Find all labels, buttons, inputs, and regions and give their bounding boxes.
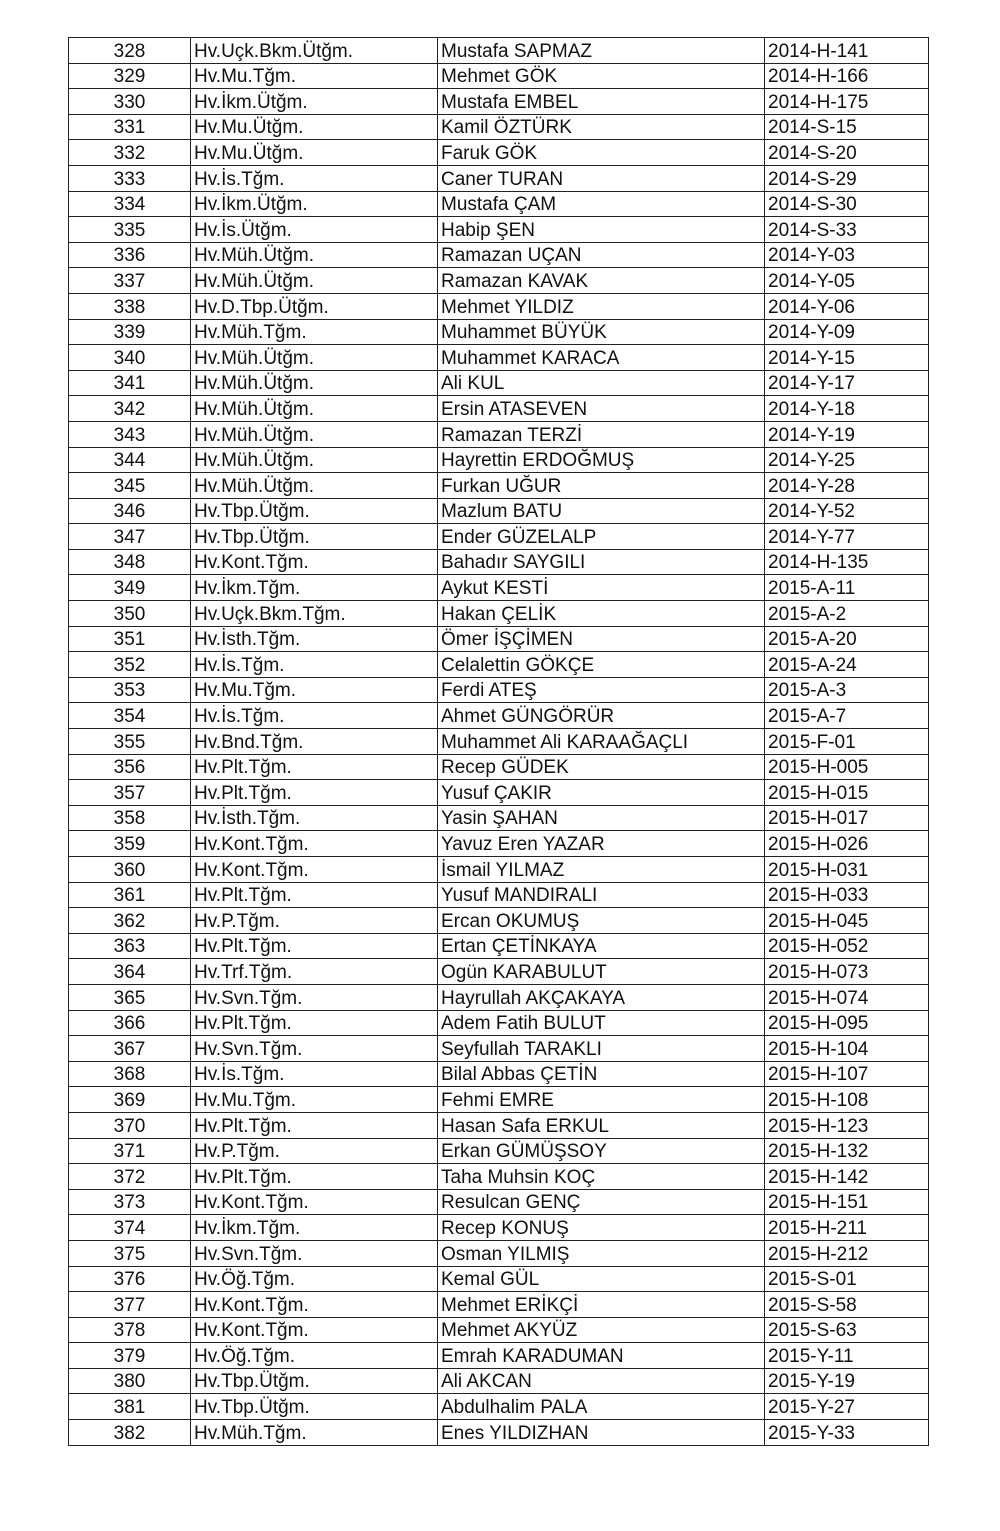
full-name-cell: Kemal GÜL (438, 1266, 765, 1292)
row-number-cell: 369 (69, 1087, 191, 1113)
registry-code-cell: 2015-S-58 (765, 1292, 929, 1318)
registry-code-cell: 2015-F-01 (765, 729, 929, 755)
table-row (69, 549, 929, 575)
registry-code-cell: 2014-Y-18 (765, 396, 929, 422)
registry-code-cell: 2014-Y-15 (765, 345, 929, 371)
row-number-cell: 357 (69, 780, 191, 806)
full-name-cell: Enes YILDIZHAN (438, 1420, 765, 1446)
table-row (69, 831, 929, 857)
table-row (69, 1036, 929, 1062)
row-number-cell: 346 (69, 498, 191, 524)
rank-cell: Hv.İkm.Ütğm. (191, 89, 438, 115)
full-name-cell: Mehmet GÖK (438, 63, 765, 89)
rank-cell: Hv.Mu.Ütğm. (191, 140, 438, 166)
registry-code-cell: 2015-H-211 (765, 1215, 929, 1241)
full-name-cell: Osman YILMIŞ (438, 1240, 765, 1266)
full-name-cell: Bahadır SAYGILI (438, 549, 765, 575)
row-number-cell: 381 (69, 1394, 191, 1420)
table-row (69, 1061, 929, 1087)
rank-cell: Hv.P.Tğm. (191, 1138, 438, 1164)
rank-cell: Hv.İkm.Ütğm. (191, 191, 438, 217)
full-name-cell: Recep KONUŞ (438, 1215, 765, 1241)
rank-cell: Hv.Tbp.Ütğm. (191, 498, 438, 524)
row-number-cell: 367 (69, 1036, 191, 1062)
registry-code-cell: 2014-Y-17 (765, 370, 929, 396)
table-row (69, 703, 929, 729)
row-number-cell: 361 (69, 882, 191, 908)
row-number-cell: 341 (69, 370, 191, 396)
table-row (69, 370, 929, 396)
registry-code-cell: 2014-Y-77 (765, 524, 929, 550)
row-number-cell: 356 (69, 754, 191, 780)
table-row (69, 140, 929, 166)
row-number-cell: 354 (69, 703, 191, 729)
full-name-cell: Mehmet ERİKÇİ (438, 1292, 765, 1318)
table-row (69, 1112, 929, 1138)
full-name-cell: Mehmet AKYÜZ (438, 1317, 765, 1343)
full-name-cell: Yavuz Eren YAZAR (438, 831, 765, 857)
rank-cell: Hv.İkm.Tğm. (191, 1215, 438, 1241)
full-name-cell: Ömer İŞÇİMEN (438, 626, 765, 652)
registry-code-cell: 2015-H-107 (765, 1061, 929, 1087)
rank-cell: Hv.Öğ.Tğm. (191, 1266, 438, 1292)
full-name-cell: Ender GÜZELALP (438, 524, 765, 550)
rank-cell: Hv.Trf.Tğm. (191, 959, 438, 985)
full-name-cell: Kamil ÖZTÜRK (438, 114, 765, 140)
registry-code-cell: 2014-S-33 (765, 217, 929, 243)
table-row (69, 857, 929, 883)
table-row (69, 447, 929, 473)
table-row (69, 268, 929, 294)
registry-code-cell: 2014-H-135 (765, 549, 929, 575)
table-row (69, 1164, 929, 1190)
table-row (69, 345, 929, 371)
row-number-cell: 336 (69, 242, 191, 268)
rank-cell: Hv.Müh.Ütğm. (191, 345, 438, 371)
row-number-cell: 353 (69, 677, 191, 703)
rank-cell: Hv.Kont.Tğm. (191, 549, 438, 575)
table-row (69, 165, 929, 191)
rank-cell: Hv.Müh.Ütğm. (191, 268, 438, 294)
table-row (69, 114, 929, 140)
row-number-cell: 360 (69, 857, 191, 883)
row-number-cell: 362 (69, 908, 191, 934)
table-row (69, 677, 929, 703)
full-name-cell: Ramazan TERZİ (438, 421, 765, 447)
registry-code-cell: 2015-H-104 (765, 1036, 929, 1062)
full-name-cell: Caner TURAN (438, 165, 765, 191)
registry-code-cell: 2014-H-141 (765, 38, 929, 64)
registry-code-cell: 2014-S-30 (765, 191, 929, 217)
row-number-cell: 374 (69, 1215, 191, 1241)
table-row (69, 1343, 929, 1369)
personnel-table (68, 37, 929, 1446)
registry-code-cell: 2015-A-24 (765, 652, 929, 678)
full-name-cell: Celalettin GÖKÇE (438, 652, 765, 678)
full-name-cell: Yasin ŞAHAN (438, 805, 765, 831)
row-number-cell: 349 (69, 575, 191, 601)
rank-cell: Hv.Müh.Ütğm. (191, 447, 438, 473)
registry-code-cell: 2015-A-3 (765, 677, 929, 703)
registry-code-cell: 2015-Y-33 (765, 1420, 929, 1446)
rank-cell: Hv.İs.Tğm. (191, 703, 438, 729)
table-row (69, 396, 929, 422)
rank-cell: Hv.Tbp.Ütğm. (191, 1394, 438, 1420)
row-number-cell: 363 (69, 933, 191, 959)
table-row (69, 473, 929, 499)
row-number-cell: 382 (69, 1420, 191, 1446)
row-number-cell: 370 (69, 1112, 191, 1138)
table-row (69, 959, 929, 985)
rank-cell: Hv.Müh.Ütğm. (191, 370, 438, 396)
registry-code-cell: 2015-H-132 (765, 1138, 929, 1164)
table-row (69, 1087, 929, 1113)
table-row (69, 754, 929, 780)
row-number-cell: 372 (69, 1164, 191, 1190)
registry-code-cell: 2015-H-142 (765, 1164, 929, 1190)
full-name-cell: Erkan GÜMÜŞSOY (438, 1138, 765, 1164)
row-number-cell: 359 (69, 831, 191, 857)
rank-cell: Hv.İsth.Tğm. (191, 805, 438, 831)
row-number-cell: 350 (69, 601, 191, 627)
registry-code-cell: 2014-Y-28 (765, 473, 929, 499)
full-name-cell: Ferdi ATEŞ (438, 677, 765, 703)
registry-code-cell: 2015-H-095 (765, 1010, 929, 1036)
table-row (69, 729, 929, 755)
rank-cell: Hv.Svn.Tğm. (191, 984, 438, 1010)
table-row (69, 882, 929, 908)
full-name-cell: Recep GÜDEK (438, 754, 765, 780)
rank-cell: Hv.İs.Ütğm. (191, 217, 438, 243)
table-row (69, 575, 929, 601)
row-number-cell: 376 (69, 1266, 191, 1292)
full-name-cell: Hayrettin ERDOĞMUŞ (438, 447, 765, 473)
full-name-cell: Mehmet YILDIZ (438, 293, 765, 319)
full-name-cell: Fehmi EMRE (438, 1087, 765, 1113)
registry-code-cell: 2014-S-20 (765, 140, 929, 166)
table-row (69, 933, 929, 959)
table-row (69, 1292, 929, 1318)
registry-code-cell: 2015-H-045 (765, 908, 929, 934)
row-number-cell: 347 (69, 524, 191, 550)
full-name-cell: Habip ŞEN (438, 217, 765, 243)
row-number-cell: 332 (69, 140, 191, 166)
registry-code-cell: 2015-Y-27 (765, 1394, 929, 1420)
table-row (69, 1189, 929, 1215)
rank-cell: Hv.Plt.Tğm. (191, 1010, 438, 1036)
full-name-cell: Hakan ÇELİK (438, 601, 765, 627)
registry-code-cell: 2015-H-212 (765, 1240, 929, 1266)
row-number-cell: 379 (69, 1343, 191, 1369)
full-name-cell: Ertan ÇETİNKAYA (438, 933, 765, 959)
row-number-cell: 358 (69, 805, 191, 831)
table-row (69, 524, 929, 550)
registry-code-cell: 2015-S-63 (765, 1317, 929, 1343)
rank-cell: Hv.Plt.Tğm. (191, 933, 438, 959)
rank-cell: Hv.Kont.Tğm. (191, 831, 438, 857)
registry-code-cell: 2015-H-015 (765, 780, 929, 806)
row-number-cell: 348 (69, 549, 191, 575)
full-name-cell: Mustafa EMBEL (438, 89, 765, 115)
registry-code-cell: 2015-A-7 (765, 703, 929, 729)
rank-cell: Hv.Tbp.Ütğm. (191, 524, 438, 550)
full-name-cell: Aykut KESTİ (438, 575, 765, 601)
table-row (69, 652, 929, 678)
rank-cell: Hv.İsth.Tğm. (191, 626, 438, 652)
rank-cell: Hv.Müh.Ütğm. (191, 473, 438, 499)
table-row (69, 89, 929, 115)
rank-cell: Hv.Plt.Tğm. (191, 882, 438, 908)
rank-cell: Hv.İs.Tğm. (191, 652, 438, 678)
table-body (69, 38, 929, 1446)
row-number-cell: 331 (69, 114, 191, 140)
rank-cell: Hv.Plt.Tğm. (191, 780, 438, 806)
row-number-cell: 375 (69, 1240, 191, 1266)
rank-cell: Hv.Plt.Tğm. (191, 1112, 438, 1138)
registry-code-cell: 2014-S-15 (765, 114, 929, 140)
table-row (69, 242, 929, 268)
row-number-cell: 378 (69, 1317, 191, 1343)
full-name-cell: Ogün KARABULUT (438, 959, 765, 985)
registry-code-cell: 2015-H-073 (765, 959, 929, 985)
rank-cell: Hv.Kont.Tğm. (191, 1317, 438, 1343)
table-row (69, 217, 929, 243)
row-number-cell: 337 (69, 268, 191, 294)
rank-cell: Hv.Mu.Ütğm. (191, 114, 438, 140)
rank-cell: Hv.Plt.Tğm. (191, 754, 438, 780)
rank-cell: Hv.Uçk.Bkm.Ütğm. (191, 38, 438, 64)
row-number-cell: 333 (69, 165, 191, 191)
table-row (69, 984, 929, 1010)
rank-cell: Hv.Svn.Tğm. (191, 1240, 438, 1266)
table-row (69, 1394, 929, 1420)
table-row (69, 1138, 929, 1164)
row-number-cell: 352 (69, 652, 191, 678)
full-name-cell: Abdulhalim PALA (438, 1394, 765, 1420)
full-name-cell: Ercan OKUMUŞ (438, 908, 765, 934)
rank-cell: Hv.Tbp.Ütğm. (191, 1368, 438, 1394)
row-number-cell: 351 (69, 626, 191, 652)
full-name-cell: Hasan Safa ERKUL (438, 1112, 765, 1138)
full-name-cell: İsmail YILMAZ (438, 857, 765, 883)
full-name-cell: Mustafa SAPMAZ (438, 38, 765, 64)
rank-cell: Hv.Kont.Tğm. (191, 1292, 438, 1318)
rank-cell: Hv.Öğ.Tğm. (191, 1343, 438, 1369)
table-row (69, 1215, 929, 1241)
rank-cell: Hv.Kont.Tğm. (191, 1189, 438, 1215)
registry-code-cell: 2015-A-20 (765, 626, 929, 652)
registry-code-cell: 2014-Y-52 (765, 498, 929, 524)
full-name-cell: Ersin ATASEVEN (438, 396, 765, 422)
table-row (69, 908, 929, 934)
row-number-cell: 345 (69, 473, 191, 499)
row-number-cell: 355 (69, 729, 191, 755)
registry-code-cell: 2014-Y-09 (765, 319, 929, 345)
full-name-cell: Resulcan GENÇ (438, 1189, 765, 1215)
registry-code-cell: 2014-S-29 (765, 165, 929, 191)
row-number-cell: 380 (69, 1368, 191, 1394)
full-name-cell: Taha Muhsin KOÇ (438, 1164, 765, 1190)
rank-cell: Hv.Bnd.Tğm. (191, 729, 438, 755)
registry-code-cell: 2014-H-175 (765, 89, 929, 115)
registry-code-cell: 2015-H-005 (765, 754, 929, 780)
rank-cell: Hv.İkm.Tğm. (191, 575, 438, 601)
row-number-cell: 330 (69, 89, 191, 115)
row-number-cell: 339 (69, 319, 191, 345)
full-name-cell: Muhammet BÜYÜK (438, 319, 765, 345)
row-number-cell: 366 (69, 1010, 191, 1036)
rank-cell: Hv.Uçk.Bkm.Tğm. (191, 601, 438, 627)
registry-code-cell: 2015-H-052 (765, 933, 929, 959)
full-name-cell: Yusuf ÇAKIR (438, 780, 765, 806)
rank-cell: Hv.Kont.Tğm. (191, 857, 438, 883)
table-row (69, 63, 929, 89)
registry-code-cell: 2014-Y-19 (765, 421, 929, 447)
table-row (69, 1368, 929, 1394)
full-name-cell: Ramazan UÇAN (438, 242, 765, 268)
row-number-cell: 342 (69, 396, 191, 422)
rank-cell: Hv.Plt.Tğm. (191, 1164, 438, 1190)
registry-code-cell: 2015-Y-11 (765, 1343, 929, 1369)
rank-cell: Hv.Svn.Tğm. (191, 1036, 438, 1062)
row-number-cell: 365 (69, 984, 191, 1010)
full-name-cell: Muhammet Ali KARAAĞAÇLI (438, 729, 765, 755)
rank-cell: Hv.Müh.Ütğm. (191, 396, 438, 422)
registry-code-cell: 2015-H-026 (765, 831, 929, 857)
full-name-cell: Mazlum BATU (438, 498, 765, 524)
table-row (69, 498, 929, 524)
rank-cell: Hv.Müh.Ütğm. (191, 242, 438, 268)
table-row (69, 293, 929, 319)
full-name-cell: Emrah KARADUMAN (438, 1343, 765, 1369)
rank-cell: Hv.İs.Tğm. (191, 165, 438, 191)
full-name-cell: Mustafa ÇAM (438, 191, 765, 217)
full-name-cell: Seyfullah TARAKLI (438, 1036, 765, 1062)
registry-code-cell: 2015-H-074 (765, 984, 929, 1010)
full-name-cell: Adem Fatih BULUT (438, 1010, 765, 1036)
row-number-cell: 368 (69, 1061, 191, 1087)
row-number-cell: 371 (69, 1138, 191, 1164)
rank-cell: Hv.D.Tbp.Ütğm. (191, 293, 438, 319)
full-name-cell: Furkan UĞUR (438, 473, 765, 499)
full-name-cell: Bilal Abbas ÇETİN (438, 1061, 765, 1087)
rank-cell: Hv.Mu.Tğm. (191, 63, 438, 89)
full-name-cell: Yusuf MANDIRALI (438, 882, 765, 908)
table-row (69, 38, 929, 64)
table-row (69, 191, 929, 217)
table-row (69, 805, 929, 831)
table-row (69, 1240, 929, 1266)
registry-code-cell: 2014-Y-25 (765, 447, 929, 473)
registry-code-cell: 2015-S-01 (765, 1266, 929, 1292)
full-name-cell: Ahmet GÜNGÖRÜR (438, 703, 765, 729)
registry-code-cell: 2014-Y-03 (765, 242, 929, 268)
row-number-cell: 373 (69, 1189, 191, 1215)
rank-cell: Hv.Müh.Tğm. (191, 1420, 438, 1446)
row-number-cell: 340 (69, 345, 191, 371)
full-name-cell: Ramazan KAVAK (438, 268, 765, 294)
registry-code-cell: 2015-A-2 (765, 601, 929, 627)
table-row (69, 1420, 929, 1446)
row-number-cell: 338 (69, 293, 191, 319)
registry-code-cell: 2015-H-017 (765, 805, 929, 831)
table-row (69, 1266, 929, 1292)
table-row (69, 1317, 929, 1343)
registry-code-cell: 2014-Y-06 (765, 293, 929, 319)
row-number-cell: 328 (69, 38, 191, 64)
row-number-cell: 344 (69, 447, 191, 473)
table-row (69, 780, 929, 806)
registry-code-cell: 2015-H-123 (765, 1112, 929, 1138)
registry-code-cell: 2015-H-033 (765, 882, 929, 908)
registry-code-cell: 2015-H-151 (765, 1189, 929, 1215)
registry-code-cell: 2014-H-166 (765, 63, 929, 89)
registry-code-cell: 2015-A-11 (765, 575, 929, 601)
rank-cell: Hv.Müh.Tğm. (191, 319, 438, 345)
row-number-cell: 343 (69, 421, 191, 447)
full-name-cell: Ali KUL (438, 370, 765, 396)
rank-cell: Hv.Mu.Tğm. (191, 677, 438, 703)
table-row (69, 319, 929, 345)
rank-cell: Hv.P.Tğm. (191, 908, 438, 934)
table-row (69, 421, 929, 447)
table-row (69, 1010, 929, 1036)
rank-cell: Hv.Mu.Tğm. (191, 1087, 438, 1113)
registry-code-cell: 2015-H-108 (765, 1087, 929, 1113)
registry-code-cell: 2015-Y-19 (765, 1368, 929, 1394)
registry-code-cell: 2014-Y-05 (765, 268, 929, 294)
row-number-cell: 364 (69, 959, 191, 985)
rank-cell: Hv.İs.Tğm. (191, 1061, 438, 1087)
full-name-cell: Hayrullah AKÇAKAYA (438, 984, 765, 1010)
full-name-cell: Faruk GÖK (438, 140, 765, 166)
table-row (69, 626, 929, 652)
row-number-cell: 335 (69, 217, 191, 243)
registry-code-cell: 2015-H-031 (765, 857, 929, 883)
full-name-cell: Ali AKCAN (438, 1368, 765, 1394)
table-row (69, 601, 929, 627)
row-number-cell: 334 (69, 191, 191, 217)
rank-cell: Hv.Müh.Ütğm. (191, 421, 438, 447)
row-number-cell: 377 (69, 1292, 191, 1318)
full-name-cell: Muhammet KARACA (438, 345, 765, 371)
row-number-cell: 329 (69, 63, 191, 89)
